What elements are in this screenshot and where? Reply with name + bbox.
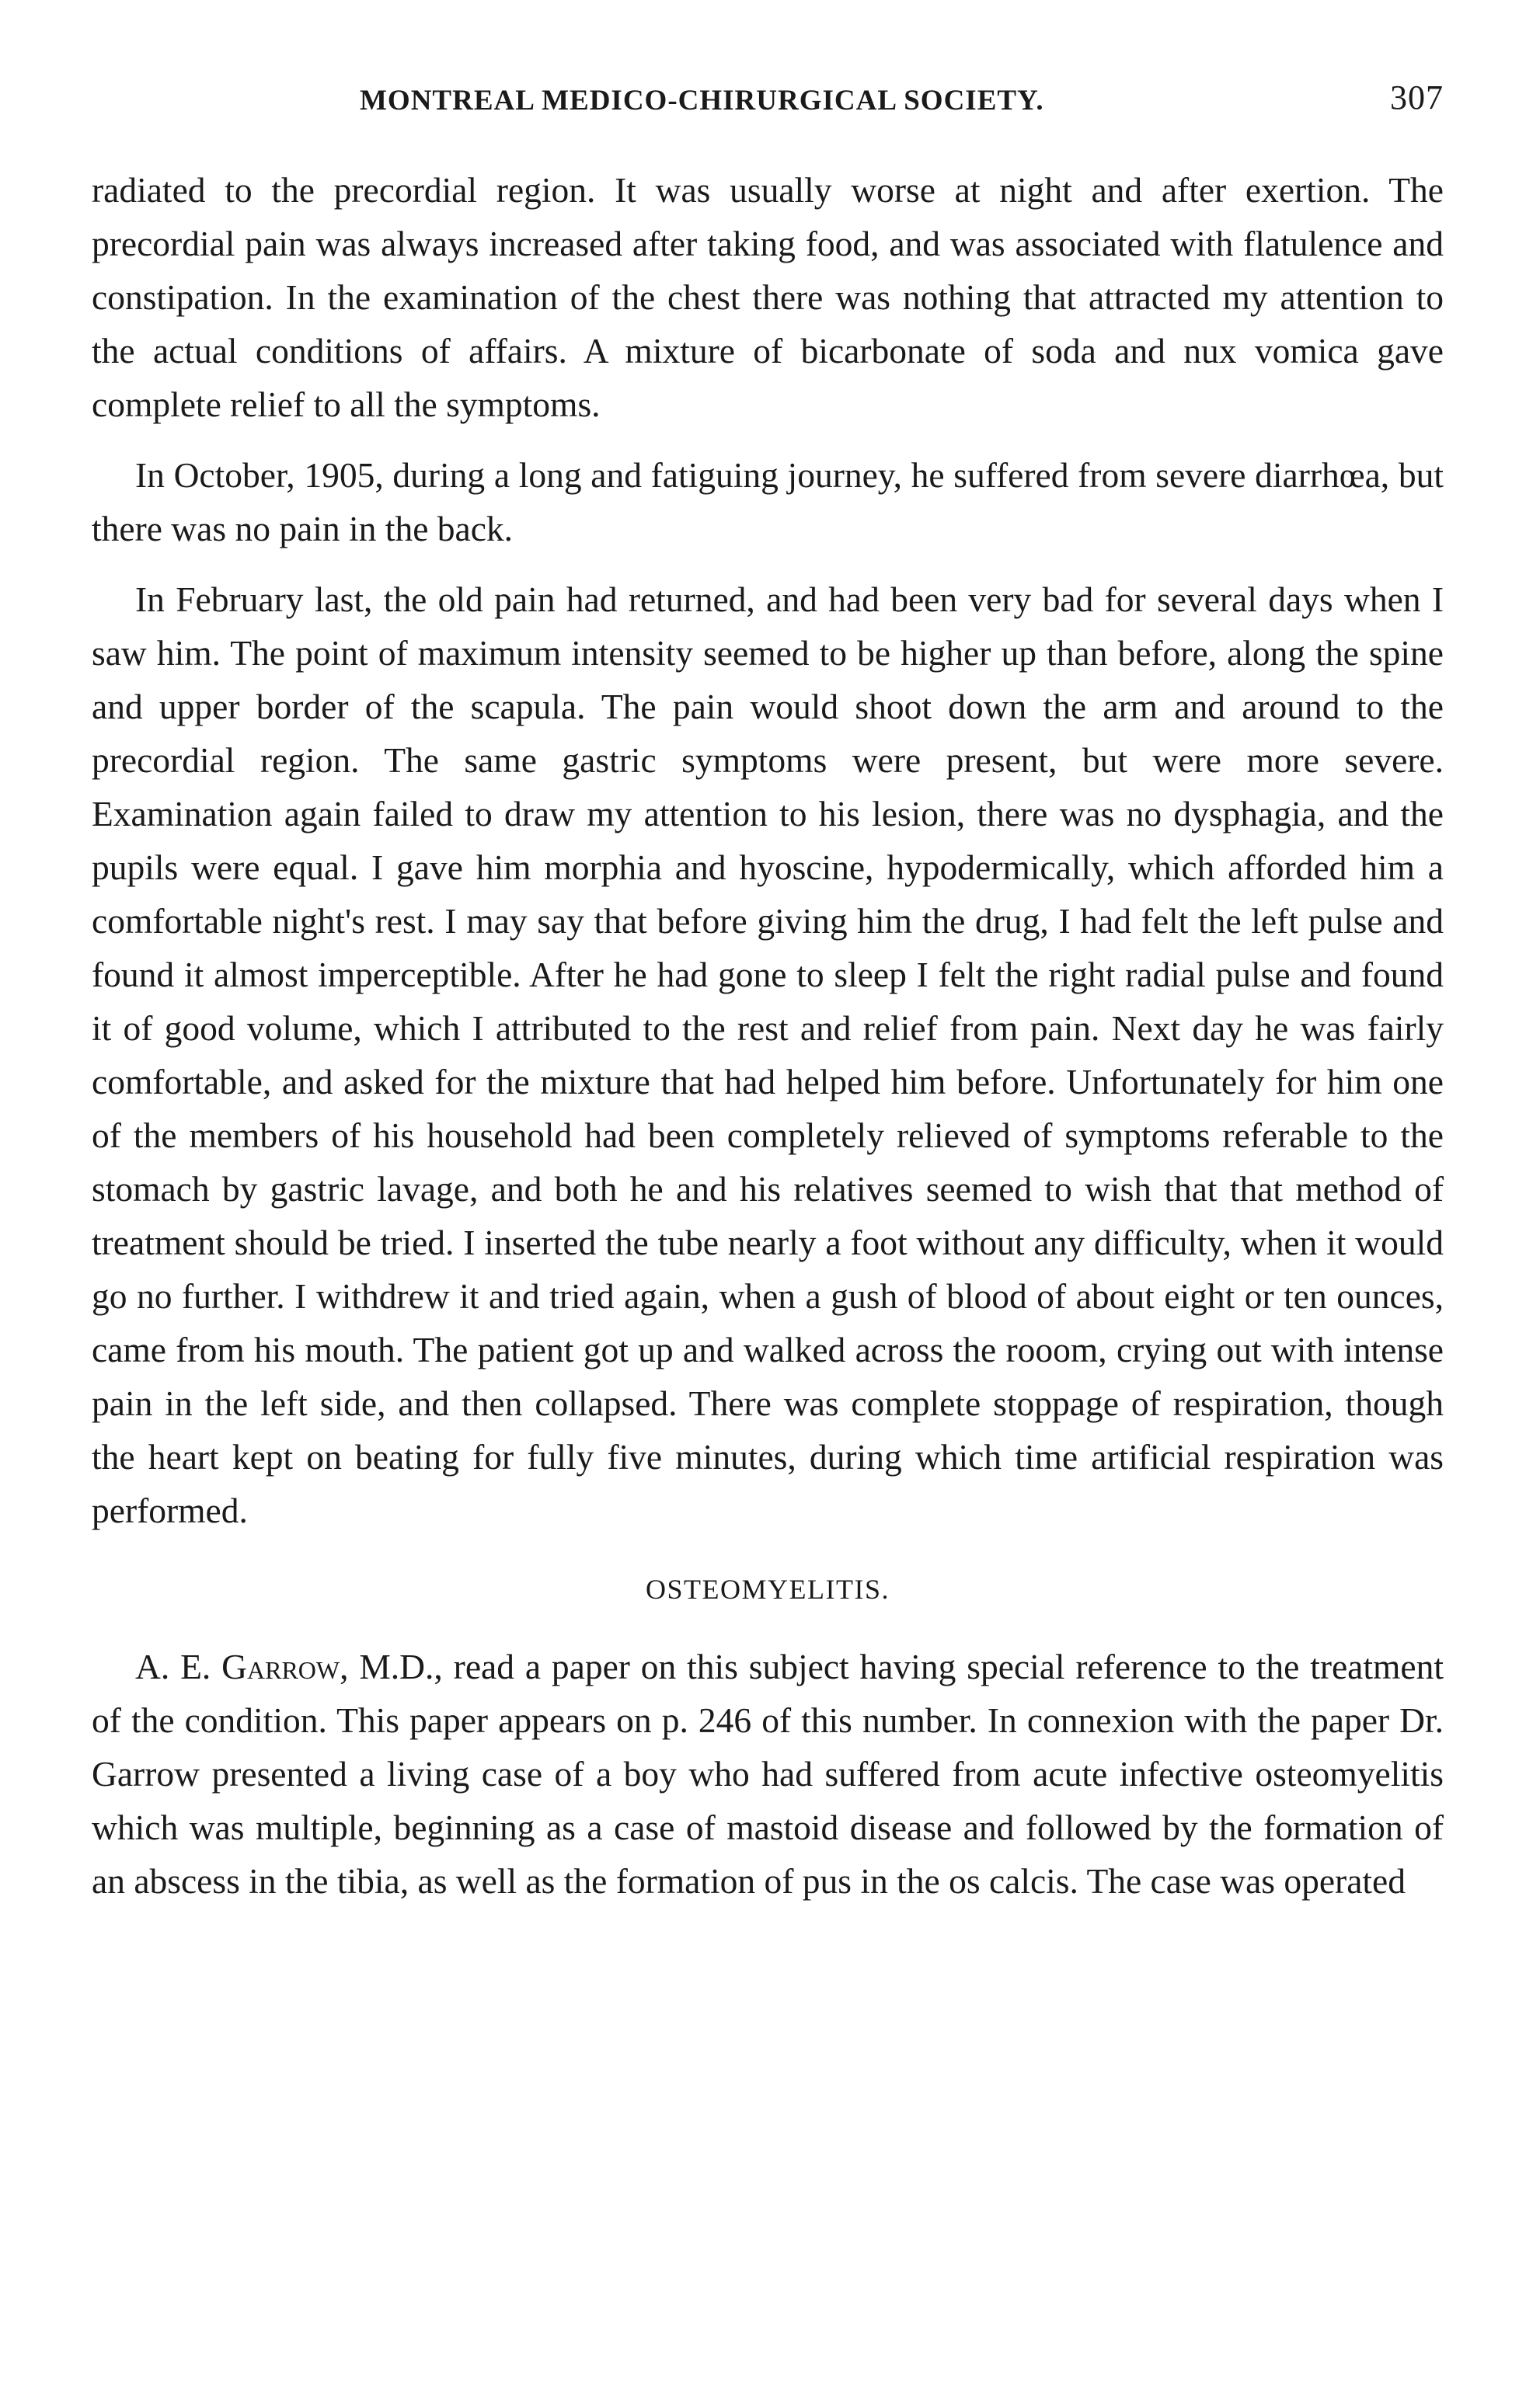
body-text [92, 163, 1444, 1908]
section-heading-osteomyelitis: OSTEOMYELITIS. [646, 1574, 890, 1605]
running-head-title: MONTREAL MEDICO-CHIRURGICAL SOCIETY. [360, 85, 1044, 117]
paragraph-february: In February last, the old pain had returned, and had been very bad for several days when I saw him. The point of maximum intensity seemed to be higher up than before, along the spine and upper border of the scapula. The pain would shoot down the arm and around to the precordial region. The same gastric symptoms were present, but were more severe. Examination again failed to draw my attention to his lesion, there was no dysphagia, and the pupils were equal. I gave him morphia and hyoscine, hypodermically, which afforded him a comfortable night's rest. I may say that before giving him the drug, I had felt the left pulse and found it almost imperceptible. After he had gone to sleep I felt the right radial pulse and found it of good volume, which I attributed to the rest and relief from pain. Next day he was fairly comfortable, and asked for the mixture that had helped him before. Unfortunately for him one of the members of his household had been completely relieved of symptoms referable to the stomach by gastric lavage, and both he and his relatives seemed to wish that that method of treatment should be tried. I inserted the tube nearly a foot without any difficulty, when it would go no further. I withdrew it and tried again, when a gush of blood of about eight or ten ounces, came from his mouth. The patient got up and walked across the rooom, crying out with intense pain in the left side, and then collapsed. There was complete stoppage of respiration, though the heart kept on beating for fully five minutes, during which time artificial respiration was performed. [92, 579, 1444, 1530]
document-page [92, 78, 1444, 1925]
paragraph-osteomyelitis-text: read a paper on this subject having special reference to the treatment of the condition. This paper appears on p. 246 of this number. In connexion with the paper Dr. Garrow presented a living case of a boy who had suffered from acute infective osteomyelitis which was multiple, beginning as a case of mastoid disease and followed by the formation of an abscess in the tibia, as well as the formation of pus in the os calcis. The case was operated [92, 1647, 1444, 1901]
author-name: A. E. Garrow, M.D., [135, 1647, 443, 1686]
paragraph-october-1905: In October, 1905, during a long and fatiguing journey, he suffered from severe diarrhœa, but there was no pain in the back. [92, 455, 1444, 548]
page-number: 307 [1390, 78, 1444, 117]
running-head [92, 78, 1444, 132]
paragraph-osteomyelitis [92, 1640, 1444, 1908]
paragraph-continued: radiated to the precordial region. It was usually worse at night and after exertion. The precordial pain was always increased after taking food, and was associated with flatulence and constipation. In the examination of the chest there was nothing that attracted my attention to the actual conditions of affairs. A mixture of bicarbonate of soda and nux vomica gave complete relief to all the symptoms. [92, 170, 1444, 424]
